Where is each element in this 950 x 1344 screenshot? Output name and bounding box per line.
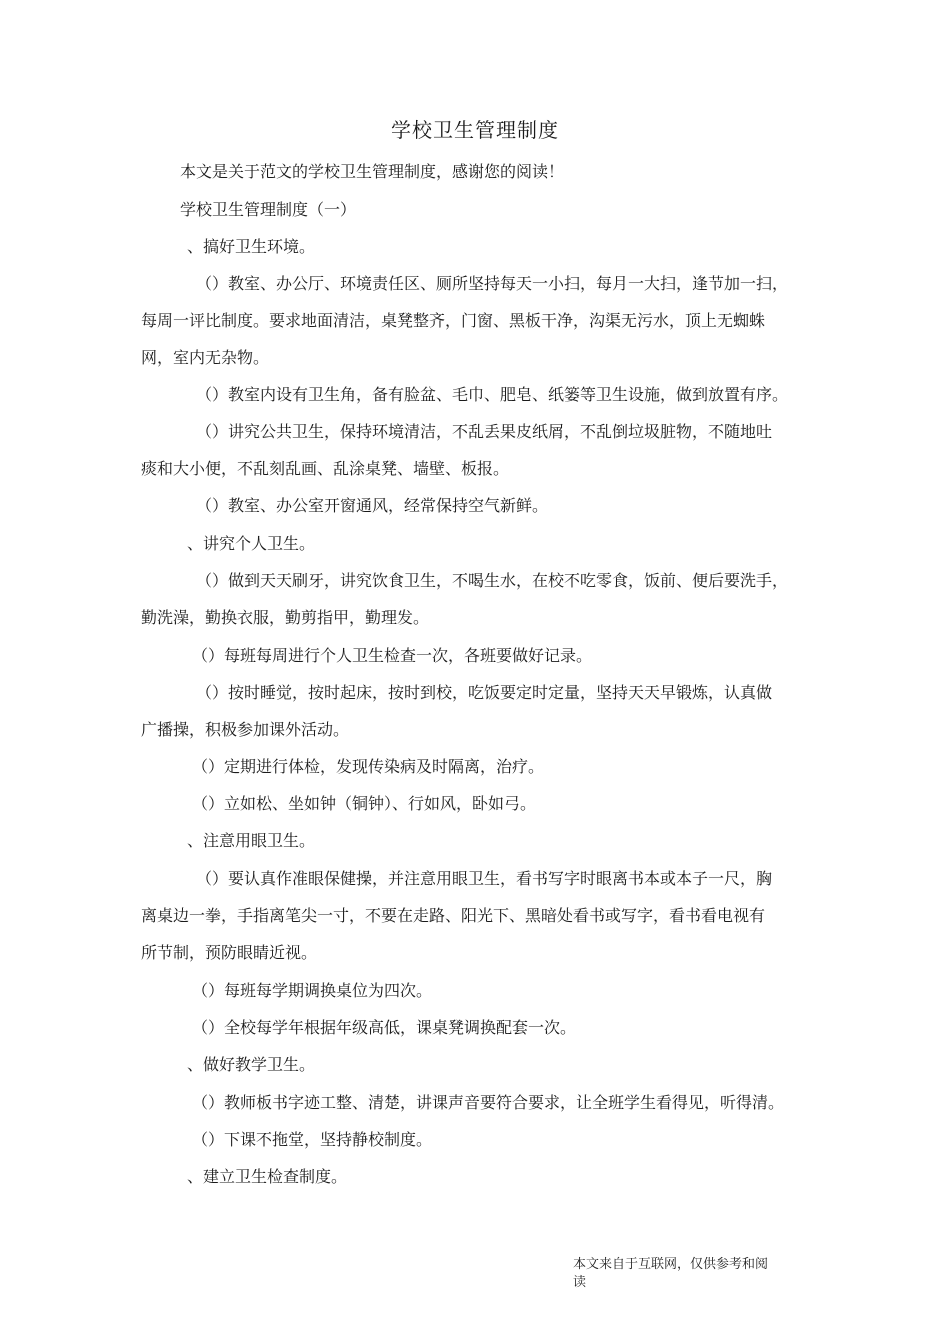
body-line: 每周一评比制度。要求地面清洁，桌凳整齐，门窗、黑板干净，沟渠无污水，顶上无蜘蛛: [141, 311, 766, 330]
heading-line: 、讲究个人卫生。: [187, 534, 316, 553]
body-line: （）下课不拖堂，坚持静校制度。: [192, 1130, 433, 1149]
body-line: （）每班每周进行个人卫生检查一次，各班要做好记录。: [192, 646, 593, 665]
body-line: （）讲究公共卫生，保持环境清洁，不乱丢果皮纸屑，不乱倒垃圾脏物，不随地吐: [196, 422, 773, 441]
body-line: （）定期进行体检，发现传染病及时隔离，治疗。: [192, 757, 545, 776]
section-heading: 学校卫生管理制度（一）: [180, 200, 357, 219]
body-line: 痰和大小便，不乱刻乱画、乱涂桌凳、墙壁、板报。: [141, 459, 510, 478]
body-line: 广播操，积极参加课外活动。: [141, 720, 350, 739]
heading-line: 、注意用眼卫生。: [187, 831, 316, 850]
body-line: （）做到天天刷牙，讲究饮食卫生，不喝生水，在校不吃零食，饭前、便后要洗手，: [196, 571, 789, 590]
heading-line: 、建立卫生检查制度。: [187, 1167, 348, 1186]
body-line: （）教师板书字迹工整、清楚，讲课声音要符合要求，让全班学生看得见，听得清。: [192, 1093, 785, 1112]
body-line: （）每班每学期调换桌位为四次。: [192, 981, 433, 1000]
body-line: 网，室内无杂物。: [141, 348, 270, 367]
footer-line: 读: [573, 1275, 587, 1290]
body-line: （）立如松、坐如钟（铜钟）、行如风，卧如弓。: [192, 794, 537, 813]
heading-line: 、做好教学卫生。: [187, 1055, 316, 1074]
body-line: 勤洗澡，勤换衣服，勤剪指甲，勤理发。: [141, 608, 430, 627]
footer-line: 本文来自于互联网，仅供参考和阅: [573, 1257, 769, 1272]
document-title: 学校卫生管理制度: [391, 118, 559, 142]
heading-line: 、搞好卫生环境。: [187, 237, 316, 256]
intro-paragraph: 本文是关于范文的学校卫生管理制度，感谢您的阅读！: [180, 162, 565, 181]
body-line: （）全校每学年根据年级高低，课桌凳调换配套一次。: [192, 1018, 577, 1037]
body-line: 所节制，预防眼睛近视。: [141, 943, 318, 962]
body-line: 离桌边一拳，手指离笔尖一寸，不要在走路、阳光下、黑暗处看书或写字，看书看电视有: [141, 906, 766, 925]
body-line: （）教室内设有卫生角，备有脸盆、毛巾、肥皂、纸篓等卫生设施，做到放置有序。: [196, 385, 789, 404]
body-line: （）教室、办公室开窗通风，经常保持空气新鲜。: [196, 496, 549, 515]
body-line: （）教室、办公厅、环境责任区、厕所坚持每天一小扫，每月一大扫，逢节加一扫，: [196, 274, 789, 293]
body-line: （）按时睡觉，按时起床，按时到校，吃饭要定时定量，坚持天天早锻炼，认真做: [196, 683, 773, 702]
body-line: （）要认真作准眼保健操，并注意用眼卫生，看书写字时眼离书本或本子一尺，胸: [196, 869, 773, 888]
footer-note: [573, 1256, 793, 1292]
